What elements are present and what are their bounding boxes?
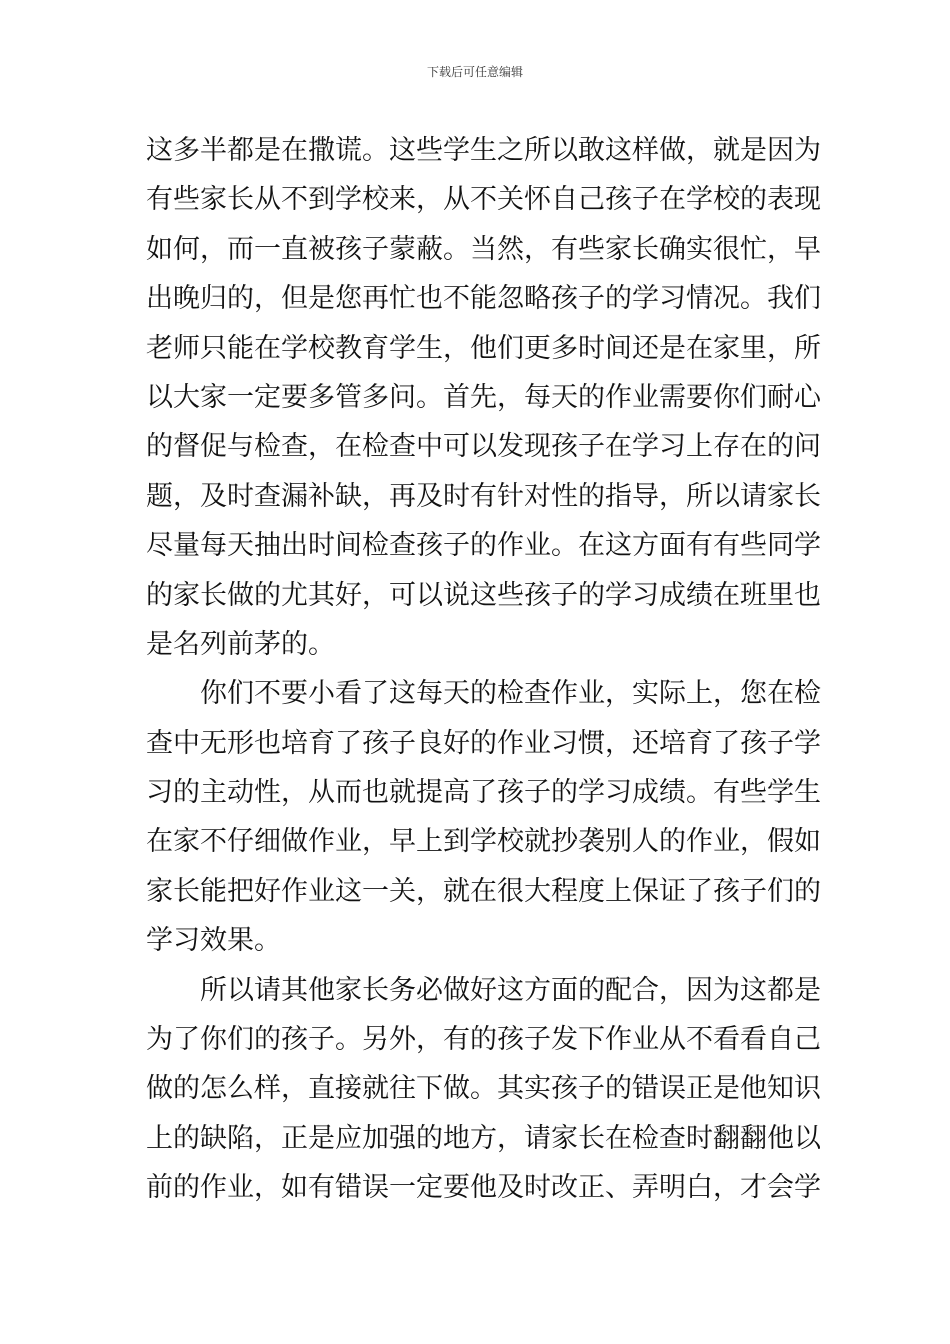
text-line: 如何，而一直被孩子蒙蔽。当然，有些家长确实很忙，早 (146, 233, 821, 265)
text-line: 有些家长从不到学校来，从不关怀自己孩子在学校的表现 (146, 184, 821, 216)
text-line: 以大家一定要多管多问。首先，每天的作业需要你们耐心 (146, 381, 821, 413)
text-line: 题，及时查漏补缺，再及时有针对性的指导，所以请家长 (146, 480, 821, 512)
paragraph-first-line: 你们不要小看了这每天的检查作业，实际上，您在检 (200, 678, 821, 710)
text-line: 前的作业，如有错误一定要他及时改正、弄明白，才会学 (146, 1172, 821, 1204)
text-line: 习的主动性，从而也就提高了孩子的学习成绩。有些学生 (146, 777, 821, 809)
text-line: 家长能把好作业这一关，就在很大程度上保证了孩子们的 (146, 875, 821, 907)
text-line: 的家长做的尤其好，可以说这些孩子的学习成绩在班里也 (146, 579, 821, 611)
document-body (146, 126, 821, 1213)
text-line: 尽量每天抽出时间检查孩子的作业。在这方面有有些同学 (146, 530, 821, 562)
text-line: 做的怎么样，直接就往下做。其实孩子的错误正是他知识 (146, 1073, 821, 1105)
paragraph-first-line: 所以请其他家长务必做好这方面的配合，因为这都是 (200, 974, 821, 1006)
page-header: 下载后可任意编辑 (426, 65, 523, 79)
text-line: 查中无形也培育了孩子良好的作业习惯，还培育了孩子学 (146, 727, 821, 759)
text-line: 是名列前茅的。 (146, 628, 335, 660)
text-line: 的督促与检查，在检查中可以发现孩子在学习上存在的问 (146, 431, 821, 463)
text-line: 上的缺陷，正是应加强的地方，请家长在检查时翻翻他以 (146, 1122, 821, 1154)
text-line: 学习效果。 (146, 925, 281, 957)
text-line: 出晚归的，但是您再忙也不能忽略孩子的学习情况。我们 (146, 283, 821, 315)
text-line: 老师只能在学校教育学生，他们更多时间还是在家里，所 (146, 332, 821, 364)
text-line: 为了你们的孩子。另外，有的孩子发下作业从不看看自己 (146, 1024, 821, 1056)
text-line: 在家不仔细做作业，早上到学校就抄袭别人的作业，假如 (146, 826, 821, 858)
text-line: 这多半都是在撒谎。这些学生之所以敢这样做，就是因为 (146, 135, 821, 166)
